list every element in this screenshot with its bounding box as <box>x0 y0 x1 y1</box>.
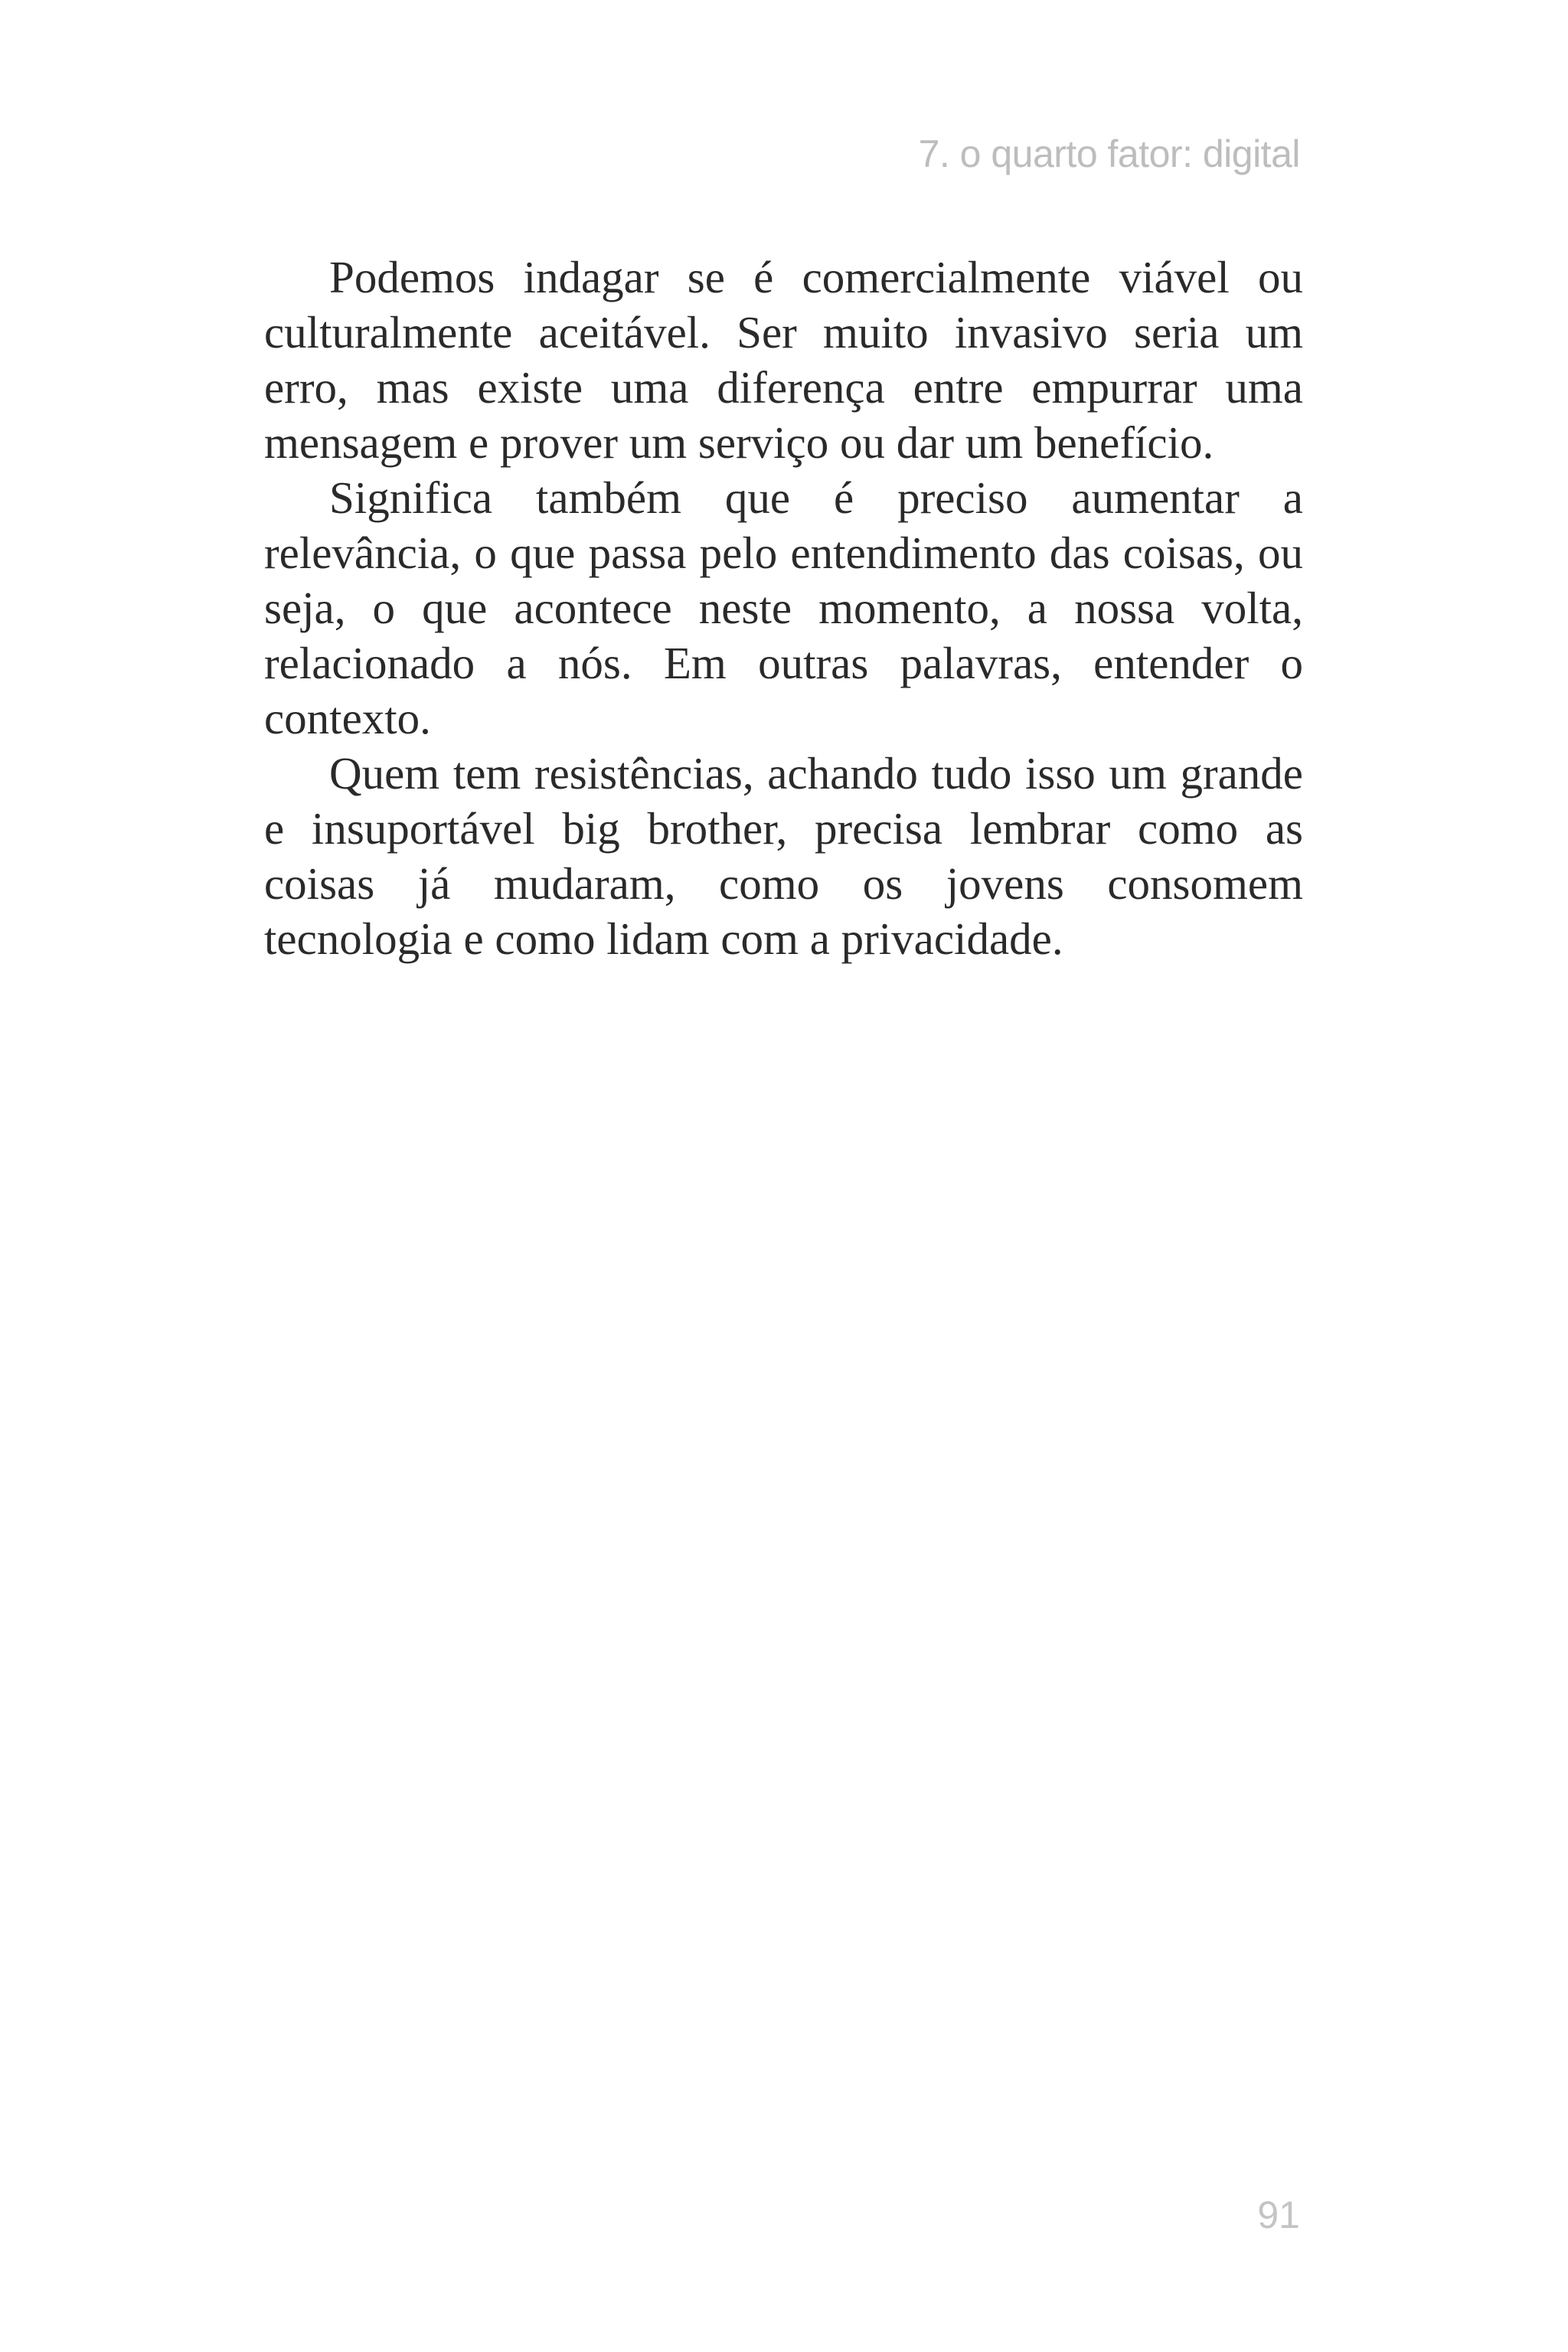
body-text <box>264 250 1303 966</box>
paragraph-1: Podemos indagar se é comercialmente viável ou culturalmente aceitável. Ser muito invasivo seria um erro, mas existe uma diferença entre empurrar uma mensagem e prover um serviço ou dar um benefício. <box>264 252 1303 468</box>
page-number: 91 <box>1257 2194 1300 2236</box>
running-header: 7. o quarto fator: digital <box>918 132 1300 175</box>
paragraph-2: Significa também que é preciso aumentar a relevância, o que passa pelo entendimento das coisas, ou seja, o que acontece neste momento, a nossa volta, relacionado a nós. Em outras palavras, entender o contexto. <box>264 472 1303 743</box>
paragraph-3: Quem tem resistências, achando tudo isso um grande e insuportável big brother, precisa lembrar como as coisas já mudaram, como os jovens consomem tecnologia e como lidam com a privacidade. <box>264 748 1303 964</box>
